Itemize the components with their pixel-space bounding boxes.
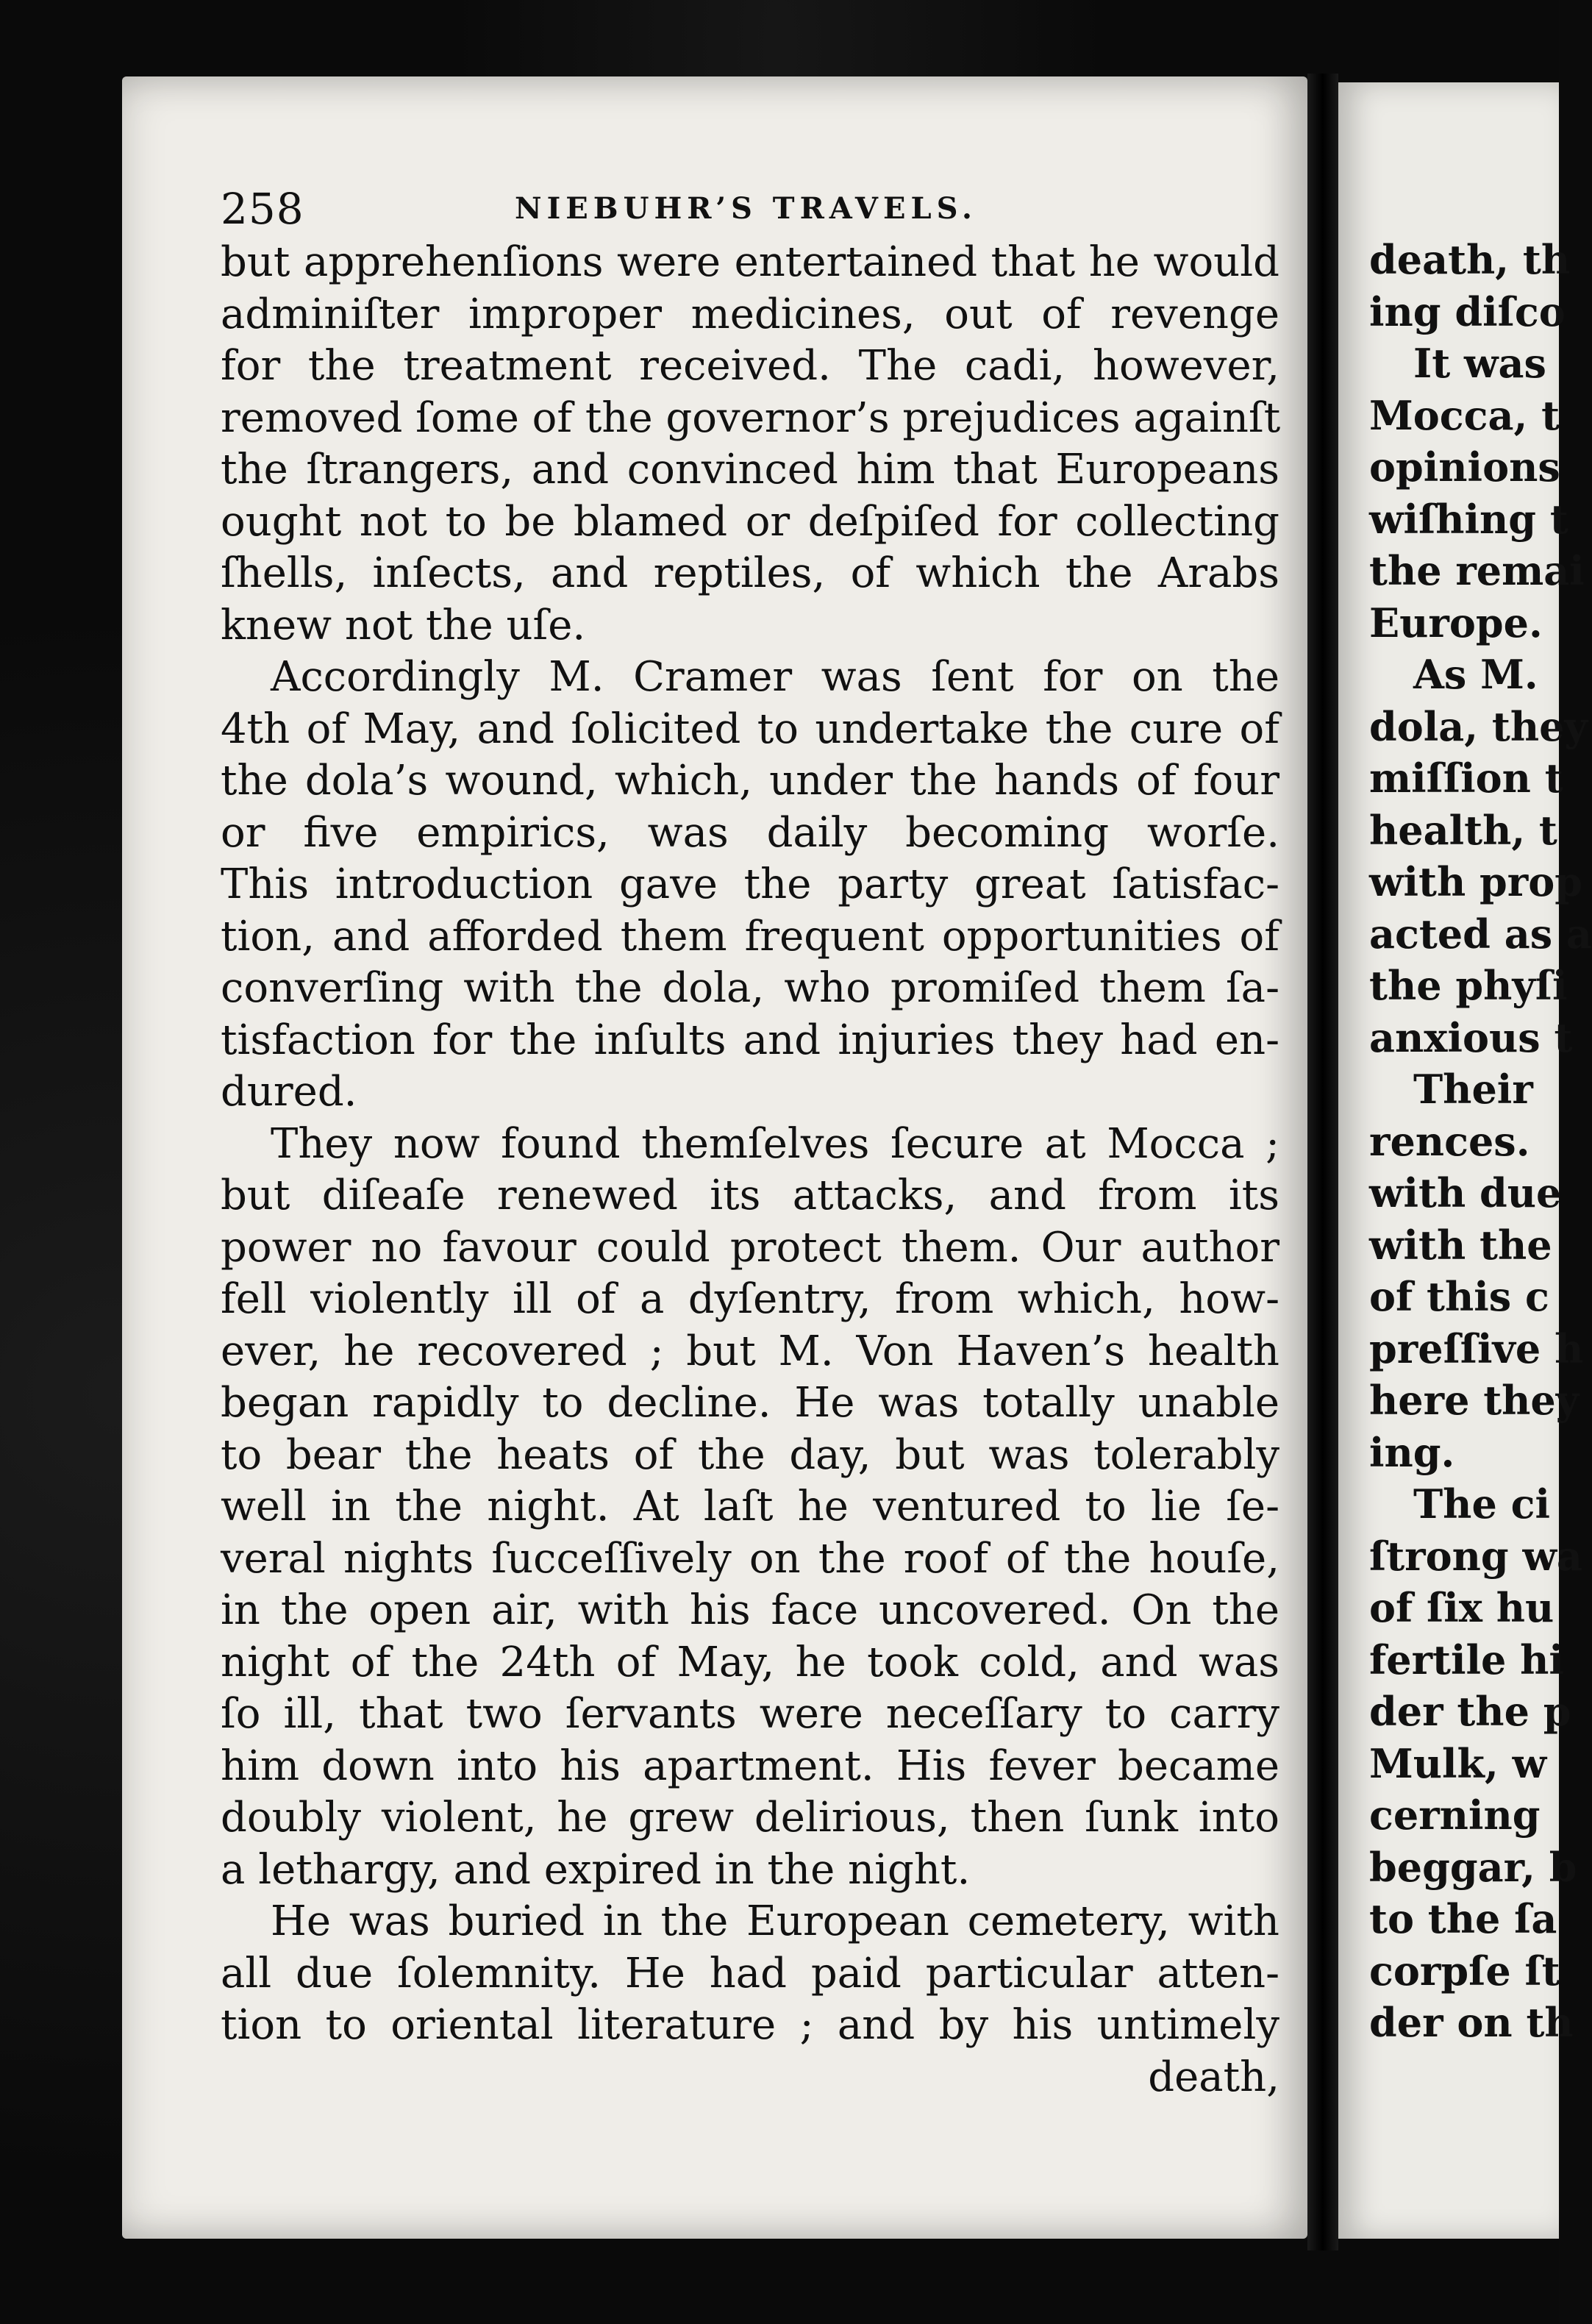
text-line: all due ſolemnity. He had paid particular atten-: [221, 1949, 1279, 1997]
text-line: a lethargy, and expired in the night.: [221, 1845, 971, 1894]
text-line: converſing with the dola, who promiſed them ſa-: [221, 964, 1279, 1012]
text-line: death, th: [1369, 236, 1571, 283]
text-line: Accordingly M. Cramer was ſent for on the: [271, 653, 1279, 701]
text-line: preſſive h: [1369, 1325, 1584, 1372]
text-line: to the ſa: [1369, 1895, 1557, 1942]
bleed-through-text: [221, 2130, 1250, 2233]
text-line: The ci: [1413, 1480, 1550, 1528]
text-line: ing diſco: [1369, 288, 1566, 335]
text-line: the remai: [1369, 547, 1585, 594]
text-line: tion, and afforded them frequent opportunities of: [221, 912, 1279, 960]
text-line: tion to oriental literature ; and by his untimely: [221, 2001, 1279, 2049]
text-line: power no favour could protect them. Our author: [221, 1223, 1279, 1272]
page-number: 258: [221, 184, 304, 234]
text-line: here they: [1369, 1377, 1579, 1424]
text-line: rences.: [1369, 1117, 1530, 1165]
text-line: well in the night. At laſt he ventured to lie ſe-: [221, 1483, 1279, 1530]
running-head-title: NIEBUHR’S TRAVELS.: [515, 191, 977, 226]
text-line: for the treatment received. The cadi, however,: [221, 342, 1279, 390]
text-line: wiſhing t: [1369, 495, 1568, 543]
text-line: doubly violent, he grew delirious, then ſunk into: [221, 1794, 1279, 1842]
text-line: ſo ill, that two ſervants were neceſſary to carry: [221, 1690, 1279, 1738]
text-line: They now found themſelves ſecure at Mocca ;: [271, 1119, 1279, 1168]
text-line: This introduction gave the party great ſatisfac-: [221, 860, 1279, 908]
text-line: Mulk, w: [1369, 1739, 1547, 1787]
text-line: health, t: [1369, 806, 1557, 854]
text-line: As M.: [1413, 651, 1538, 698]
right-page-text: [1369, 234, 1590, 2049]
text-line: miſſion t: [1369, 755, 1563, 802]
text-line: ſhells, inſects, and reptiles, of which the Arabs: [221, 549, 1279, 597]
text-line: began rapidly to decline. He was totally unable: [221, 1379, 1279, 1427]
text-line: It was: [1413, 340, 1546, 387]
text-line: acted as a: [1369, 910, 1592, 958]
text-line: night of the 24th of May, he took cold, and was: [221, 1638, 1279, 1686]
text-line: der on th: [1369, 1999, 1574, 2046]
text-line: Their: [1413, 1066, 1533, 1113]
text-line: fertile hi: [1369, 1636, 1564, 1683]
text-line: or five empirics, was daily becoming worſe.: [221, 808, 1279, 857]
text-line: to bear the heats of the day, but was tolerably: [221, 1430, 1279, 1479]
text-line: ever, he recovered ; but M. Von Haven’s health: [221, 1327, 1279, 1375]
text-line: dured.: [221, 1068, 357, 1116]
text-line: fell violently ill of a dyſentry, from which, how-: [221, 1275, 1279, 1323]
text-line: cerning: [1369, 1792, 1541, 1839]
text-line: opinions: [1369, 443, 1560, 491]
text-line: der the p: [1369, 1688, 1571, 1735]
text-line: the phyſi: [1369, 962, 1568, 1009]
text-line: with the: [1369, 1221, 1552, 1269]
body-text: [221, 237, 1279, 2103]
text-line: but apprehenſions were entertained that he would: [221, 238, 1279, 286]
text-line: veral nights ſucceſſively on the roof of the houſe,: [221, 1534, 1279, 1583]
text-line: him down into his apartment. His fever became: [221, 1742, 1279, 1790]
text-line: removed ſome of the governor’s prejudices againſt: [221, 393, 1281, 442]
text-line: 4th of May, and ſolicited to undertake the cure of: [221, 705, 1279, 753]
text-line: ing.: [1369, 1428, 1455, 1476]
text-line: knew not the uſe.: [221, 601, 586, 649]
text-line: tisfaction for the inſults and injuries they had en-: [221, 1016, 1279, 1064]
text-line: of this c: [1369, 1273, 1549, 1320]
text-line: in the open air, with his face uncovered. On the: [221, 1586, 1279, 1634]
text-line: of ſix hu: [1369, 1584, 1554, 1631]
text-line: with due: [1369, 1169, 1562, 1216]
catchword: death,: [1148, 2053, 1279, 2101]
book-gutter: [1307, 74, 1338, 2250]
text-line: Europe.: [1369, 599, 1543, 646]
text-line: anxious t: [1369, 1013, 1573, 1061]
text-line: but diſeaſe renewed its attacks, and from its: [221, 1172, 1279, 1219]
text-line: the ſtrangers, and convinced him that Europeans: [221, 446, 1279, 493]
text-line: adminiſter improper medicines, out of revenge: [221, 290, 1279, 338]
text-line: corpſe ſt: [1369, 1947, 1560, 1995]
text-line: ſtrong wa: [1369, 1532, 1582, 1580]
text-line: dola, they: [1369, 702, 1588, 750]
text-line: Mocca, t: [1369, 391, 1560, 439]
running-head: [221, 184, 1279, 235]
text-line: ought not to be blamed or deſpiſed for collecting: [221, 497, 1279, 546]
text-line: He was buried in the European cemetery, with: [271, 1897, 1279, 1945]
text-line: the dola’s wound, which, under the hands of four: [221, 757, 1279, 805]
text-line: beggar, b: [1369, 1843, 1577, 1891]
text-line: with prop: [1369, 858, 1582, 905]
